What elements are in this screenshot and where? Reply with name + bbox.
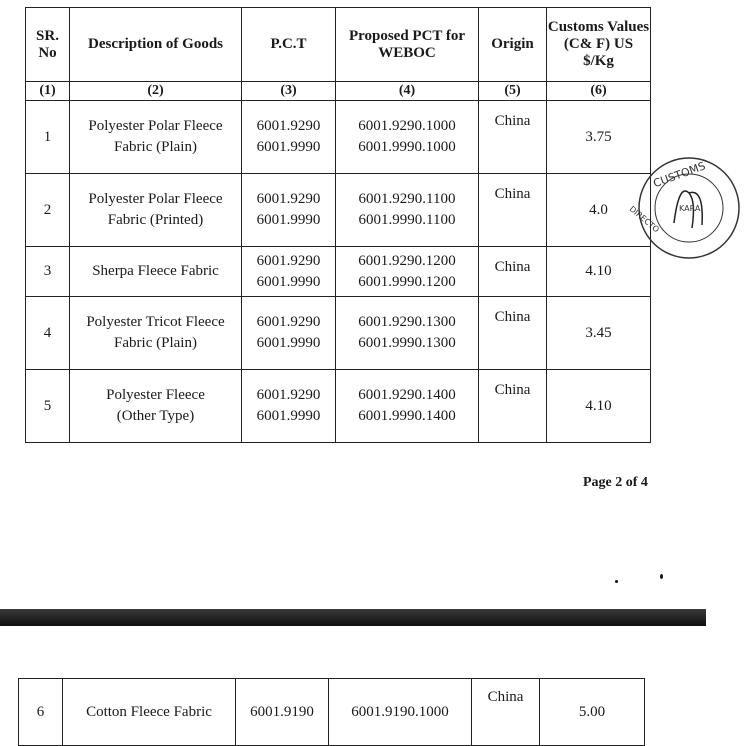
proposed-cell: 6001.9290.1400 6001.9990.1400 <box>336 370 479 443</box>
pct-cell: 6001.9290 6001.9990 <box>242 247 336 297</box>
value-cell: 4.10 <box>547 247 651 297</box>
header-pct: P.C.T <box>242 8 336 82</box>
sr-cell: 6 <box>19 679 63 746</box>
origin-cell: China <box>479 174 547 247</box>
description-cell: Cotton Fleece Fabric <box>63 679 236 746</box>
sr-cell: 3 <box>26 247 70 297</box>
col-num: (5) <box>479 82 547 101</box>
col-num: (2) <box>70 82 242 101</box>
table-row <box>26 370 651 443</box>
customs-values-table <box>25 7 651 443</box>
table-row <box>26 101 651 174</box>
sr-cell: 4 <box>26 297 70 370</box>
header-sr: SR. No <box>26 8 70 82</box>
header-description: Description of Goods <box>70 8 242 82</box>
table-row <box>26 174 651 247</box>
page-separator <box>0 609 706 626</box>
header-customs: Customs Values (C& F) US $/Kg <box>547 8 651 82</box>
svg-text:CUSTOMS: CUSTOMS <box>651 159 708 191</box>
col-num: (1) <box>26 82 70 101</box>
proposed-cell: 6001.9290.1200 6001.9990.1200 <box>336 247 479 297</box>
pct-cell: 6001.9190 <box>236 679 329 746</box>
svg-text:KARA: KARA <box>679 204 701 213</box>
sr-cell: 2 <box>26 174 70 247</box>
column-number-row <box>26 82 651 101</box>
pct-cell: 6001.9290 6001.9990 <box>242 174 336 247</box>
col-num: (6) <box>547 82 651 101</box>
origin-cell: China <box>472 679 540 746</box>
value-cell: 3.75 <box>547 101 651 174</box>
page-number: Page 2 of 4 <box>583 475 648 490</box>
description-cell: Polyester Polar Fleece Fabric (Plain) <box>70 101 242 174</box>
proposed-cell: 6001.9290.1300 6001.9990.1300 <box>336 297 479 370</box>
value-cell: 4.0 <box>547 174 651 247</box>
pct-cell: 6001.9290 6001.9990 <box>242 370 336 443</box>
table-row <box>26 297 651 370</box>
proposed-cell: 6001.9190.1000 <box>329 679 472 746</box>
sr-cell: 1 <box>26 101 70 174</box>
value-cell: 5.00 <box>540 679 645 746</box>
pct-cell: 6001.9290 6001.9990 <box>242 101 336 174</box>
description-cell: Polyester Polar Fleece Fabric (Printed) <box>70 174 242 247</box>
speck <box>615 580 618 583</box>
col-num: (4) <box>336 82 479 101</box>
origin-cell: China <box>479 247 547 297</box>
speck <box>660 574 663 579</box>
col-num: (3) <box>242 82 336 101</box>
value-cell: 3.45 <box>547 297 651 370</box>
proposed-cell: 6001.9290.1100 6001.9990.1100 <box>336 174 479 247</box>
origin-cell: China <box>479 297 547 370</box>
value-cell: 4.10 <box>547 370 651 443</box>
header-proposed: Proposed PCT for WEBOC <box>336 8 479 82</box>
header-row <box>26 8 651 82</box>
pct-cell: 6001.9290 6001.9990 <box>242 297 336 370</box>
table-row <box>19 679 645 746</box>
customs-seal-stamp <box>627 153 744 263</box>
description-cell: Polyester Fleece (Other Type) <box>70 370 242 443</box>
origin-cell: China <box>479 370 547 443</box>
description-cell: Polyester Tricot Fleece Fabric (Plain) <box>70 297 242 370</box>
sr-cell: 5 <box>26 370 70 443</box>
next-page-table <box>18 678 645 746</box>
table-row <box>26 247 651 297</box>
proposed-cell: 6001.9290.1000 6001.9990.1000 <box>336 101 479 174</box>
description-cell: Sherpa Fleece Fabric <box>70 247 242 297</box>
svg-text:DIRECTO: DIRECTO <box>627 204 661 235</box>
header-origin: Origin <box>479 8 547 82</box>
origin-cell: China <box>479 101 547 174</box>
